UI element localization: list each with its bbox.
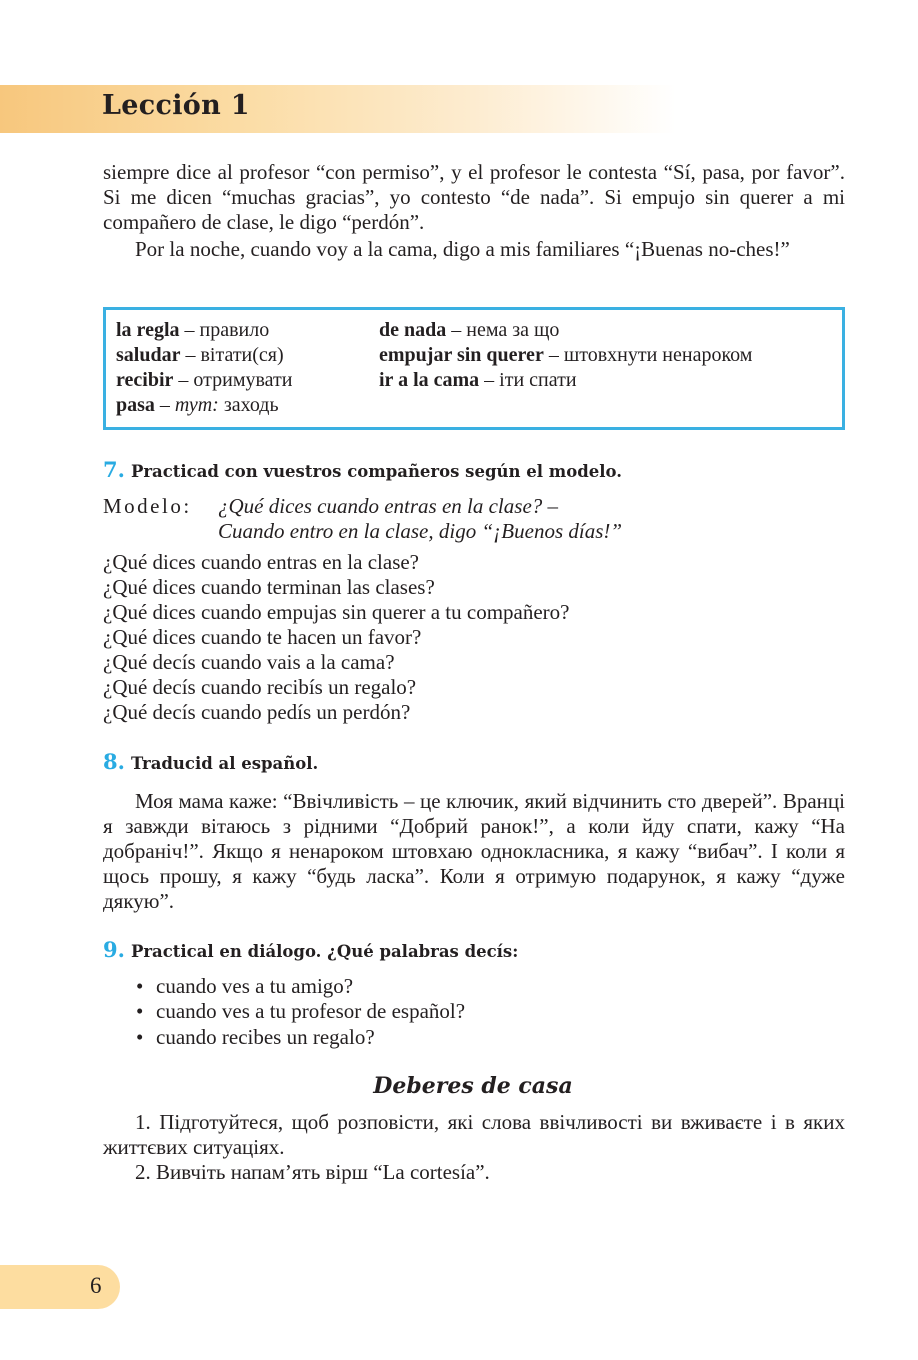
exercise-instruction: Traducid al español. [130,754,319,773]
vocab-translation: іти спати [499,369,577,391]
vocab-term: ir a la cama [379,369,480,391]
vocab-term: empujar sin querer [379,344,544,366]
question-line: ¿Qué decís cuando recibís un regalo? [103,675,417,699]
bullet-list-item [136,999,465,1024]
exercise-7-heading [103,457,622,482]
homework-item-2: 2. Вивчіть напам’ять вірш “La cortesía”. [135,1160,490,1184]
vocabulary-right-column [379,318,752,393]
vocab-separator: – [543,344,564,366]
question-line: ¿Qué dices cuando te hacen un favor? [103,625,422,649]
vocab-separator: – [180,344,201,366]
vocab-note: тут: [174,394,219,416]
exercise-instruction: Practicad con vuestros compañeros según el modelo. [130,462,622,481]
intro-paragraph-2: Por la noche, cuando voy a la cama, digo a mis familiares “¡Buenas no-ches!” [135,237,790,261]
intro-paragraph-1: siempre dice al profesor “con permiso”, y el profesor le contesta “Sí, pasa, por favor”. Si me dicen “muchas gracias”, yo contesto “de nada”. Si empujo sin querer a mi compañero de clase, le digo “perdón”. [103,160,845,234]
model-answer: Cuando entro en la clase, digo “¡Buenos días!” [218,519,623,543]
exercise-number: 7. [103,457,125,482]
question-line: ¿Qué dices cuando entras en la clase? [103,550,420,574]
vocabulary-left-column [116,318,292,418]
vocab-entry [116,343,292,368]
vocab-term: de nada [379,319,447,341]
vocab-term: saludar [116,344,181,366]
exercise-instruction: Practical en diálogo. ¿Qué palabras decís: [130,942,519,961]
translation-text: Моя мама каже: “Ввічливість – це ключик, який відчинить сто дверей”. Вранці я завжди вітаюсь з рідними “Добрий ранок!”, а коли йду спати, кажу “На добраніч!”. Якщо я ненароком штовхаю однокласника, я кажу “вибач”. І коли я щось прошу, я кажу “будь ласка”. Коли я отримую подарунок, я кажу “дуже дякую”. [103,789,845,913]
vocab-entry [379,368,752,393]
model-question: ¿Qué dices cuando entras en la clase? – [218,494,559,518]
vocab-separator: – [173,369,194,391]
bullet-text: cuando ves a tu amigo? [156,974,354,998]
vocab-entry [116,368,292,393]
bullet-icon: • [136,999,144,1023]
page-number-tab [0,1265,120,1309]
bullet-text: cuando recibes un regalo? [156,1025,375,1049]
question-line: ¿Qué decís cuando pedís un perdón? [103,700,411,724]
question-line: ¿Qué dices cuando terminan las clases? [103,575,435,599]
vocab-entry [379,343,752,368]
question-line: ¿Qué dices cuando empujas sin querer a tu compañero? [103,600,570,624]
exercise-number: 8. [103,749,125,774]
vocab-entry [379,318,752,343]
homework-title: Deberes de casa [373,1073,573,1099]
vocab-term: pasa [116,394,155,416]
bullet-list-item [136,974,353,999]
vocab-separator: – [446,319,467,341]
vocab-entry [116,318,292,343]
bullet-list-item [136,1025,375,1050]
bullet-text: cuando ves a tu profesor de español? [156,999,466,1023]
page-number: 6 [90,1273,102,1298]
vocab-translation: штовхнути ненароком [563,344,753,366]
exercise-9-heading [103,937,518,962]
exercise-number: 9. [103,937,125,962]
vocab-translation: отримувати [193,369,293,391]
vocab-translation: вітати(ся) [200,344,284,366]
vocab-term: recibir [116,369,174,391]
vocab-translation: нема за що [466,319,560,341]
vocab-translation: заходь [218,394,279,416]
exercise-8-heading [103,749,318,774]
model-label: Modelo: [103,494,192,518]
vocab-separator: – [479,369,500,391]
homework-item-1: 1. Підготуйтеся, щоб розповісти, які слова ввічливості ви вживаєте і в яких життєвих ситуаціях. [103,1110,845,1159]
vocab-translation: правило [199,319,270,341]
vocabulary-box [103,307,845,430]
bullet-icon: • [136,974,144,998]
vocab-term: la regla [116,319,180,341]
bullet-icon: • [136,1025,144,1049]
question-line: ¿Qué decís cuando vais a la cama? [103,650,395,674]
vocab-entry [116,393,292,418]
vocab-separator: – [154,394,175,416]
lesson-title: Lección 1 [102,90,250,121]
vocab-separator: – [179,319,200,341]
